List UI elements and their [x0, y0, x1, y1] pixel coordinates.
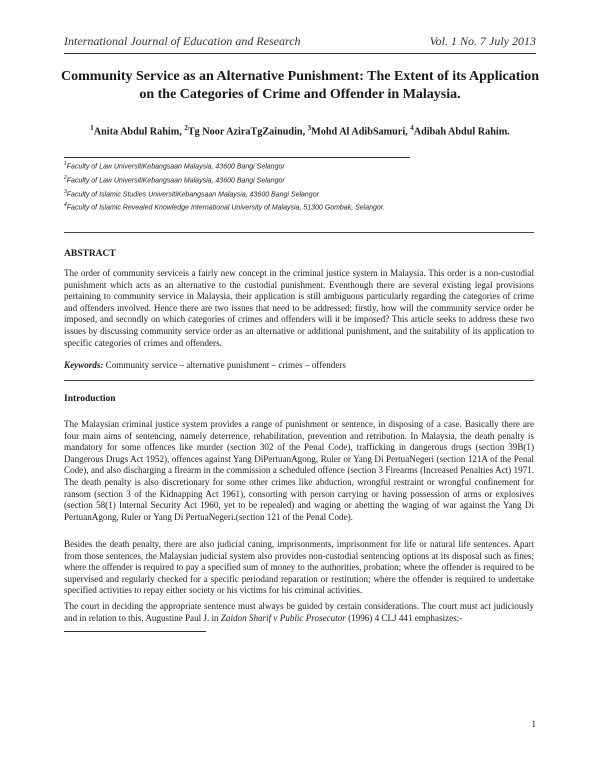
intro-paragraph-3-text: The court in deciding the appropriate sentence must always be guided by certain considerations. The court must act judiciously and in relation to this, Augustine Paul J. in	[64, 601, 534, 623]
affiliation-2-text: Faculty of Law UniversitiKebangsaan Malaysia, 43600 Bangi Selangor	[66, 177, 285, 185]
journal-name: International Journal of Education and Research	[64, 34, 301, 48]
issue-info: Vol. 1 No. 7 July 2013	[429, 34, 536, 48]
affiliation-1-mark: 1	[64, 161, 67, 167]
author-2: Tg Noor AziraTgZainudin,	[187, 126, 308, 138]
affiliation-1	[64, 159, 560, 173]
affiliation-2-mark: 2	[64, 174, 67, 181]
section-rule-top	[64, 232, 534, 233]
intro-paragraph-3	[64, 601, 534, 624]
intro-paragraph-3-tail: (1996) 4 CLJ 441 emphasizes:-	[345, 612, 463, 623]
case-citation: Zaidon Sharif v Public Prosecutor	[220, 612, 346, 623]
affiliation-3-text: Faculty of Islamic Studies UniversitiKebangsaan Malaysia, 43600 Bangi Selangor	[66, 190, 319, 198]
affiliation-rule	[64, 157, 410, 158]
author-4: Adibah Abdul Rahim.	[413, 126, 510, 138]
section-rule-mid	[64, 380, 534, 381]
affiliation-1-text: Faculty of Law UniversitiKebangsaan Malaysia, 43600 Bangi Selangor	[66, 163, 285, 171]
affiliation-4-text: Faculty of Islamic Revealed Knowledge International University of Malaysia, 51300 Gombak, Selangor.	[66, 204, 385, 212]
abstract-text: The order of community serviceis a fairly new concept in the criminal justice system in Malaysia. This order is a non-custodial punishment which acts as an alternative to the custodial punishment. Eventhough there are several existing legal provisions pertaining to community service in Malaysia, their application is still ambiguous particularly regarding the categories of crime and offenders involved. Hence there are two issues that need to be addressed; firstly, how will the community service order be imposed, and secondly on which categories of crimes and offenders will it be imposed? This article seeks to address these two issues by discussing community service order as an alternative or additional punishment, and the suitability of its application to specific categories of crimes and offenders.	[64, 268, 534, 348]
paper-title	[60, 68, 540, 104]
affiliation-3-mark: 3	[64, 188, 67, 195]
affiliation-2	[64, 173, 560, 187]
page-number: 1	[531, 719, 536, 729]
author-3: Mohd Al AdibSamuri,	[311, 126, 411, 138]
introduction-heading: Introduction	[64, 394, 116, 404]
author-4-mark: 4	[410, 124, 414, 132]
affiliation-4	[64, 200, 560, 214]
footnote-rule	[64, 631, 206, 632]
author-1-mark: 1	[90, 124, 94, 132]
intro-paragraph-1: The Malaysian criminal justice system provides a range of punishment or sentence, in disposing of a case. Basically there are four main aims of sentencing, namely deterrence, rehabilitation, prevention and retribution. In Malaysia, the death penalty is mandatory for some offences like murder (section 302 of the Penal Code), trafficking in dangerous drugs (section 39B(1) Dangerous Drugs Act 1952), offences against Yang DiPertuanAgong, Ruler or Yang Di PertuaNegeri (section 121A of the Penal Code), and also discharging a firearm in the commission a scheduled offence (section 3 Firearms (Increased Penalties Act) 1971. The death penalty is also discretionary for some other crimes like abduction, wrongful restraint or wrongful confinement for ransom (section 3 of the Kidnapping Act 1961), consorting with person carrying or having possession of arms or explosives (section 58(1) Internal Security Act 1960, yet to be repealed) and waging or abetting the waging of war against the Yang Di PertuanAgong, Ruler or Yang Di PertuaNegeri.(section 121 of the Penal Code).	[64, 419, 534, 522]
running-header	[64, 34, 536, 54]
author-list	[62, 124, 538, 137]
abstract-heading: ABSTRACT	[64, 249, 116, 259]
intro-paragraph-2: Besides the death penalty, there are also judicial caning, imprisonments, imprisonment for life or natural life sentences. Apart from those sentences, the Malaysian judicial system also provides non-custodial sentencing options at its disposal such as fines; where the offender is required to pay a specified sum of money to the authorities, probation; where the offender is required to be supervised and regularly checked for a specific periodand reparation or restitution; where the offender is required to undertake specified activities to repay either society or his victims for his criminal activities.	[64, 539, 534, 596]
title-line-1: Community Service as an Alternative Punishment: The Extent of its Application	[60, 69, 540, 84]
keywords	[64, 360, 534, 370]
author-1: Anita Abdul Rahim,	[93, 126, 185, 138]
author-3-mark: 3	[307, 124, 312, 132]
keywords-label: Keywords:	[64, 360, 104, 370]
author-2-mark: 2	[184, 124, 188, 132]
affiliations	[64, 159, 560, 214]
affiliation-3	[64, 187, 560, 201]
title-line-2: on the Categories of Crime and Offender in Malaysia.	[139, 87, 461, 102]
keywords-text: Community service – alternative punishment – crimes – offenders	[103, 360, 346, 370]
affiliation-4-mark: 4	[64, 202, 67, 209]
header-rule	[64, 53, 536, 54]
